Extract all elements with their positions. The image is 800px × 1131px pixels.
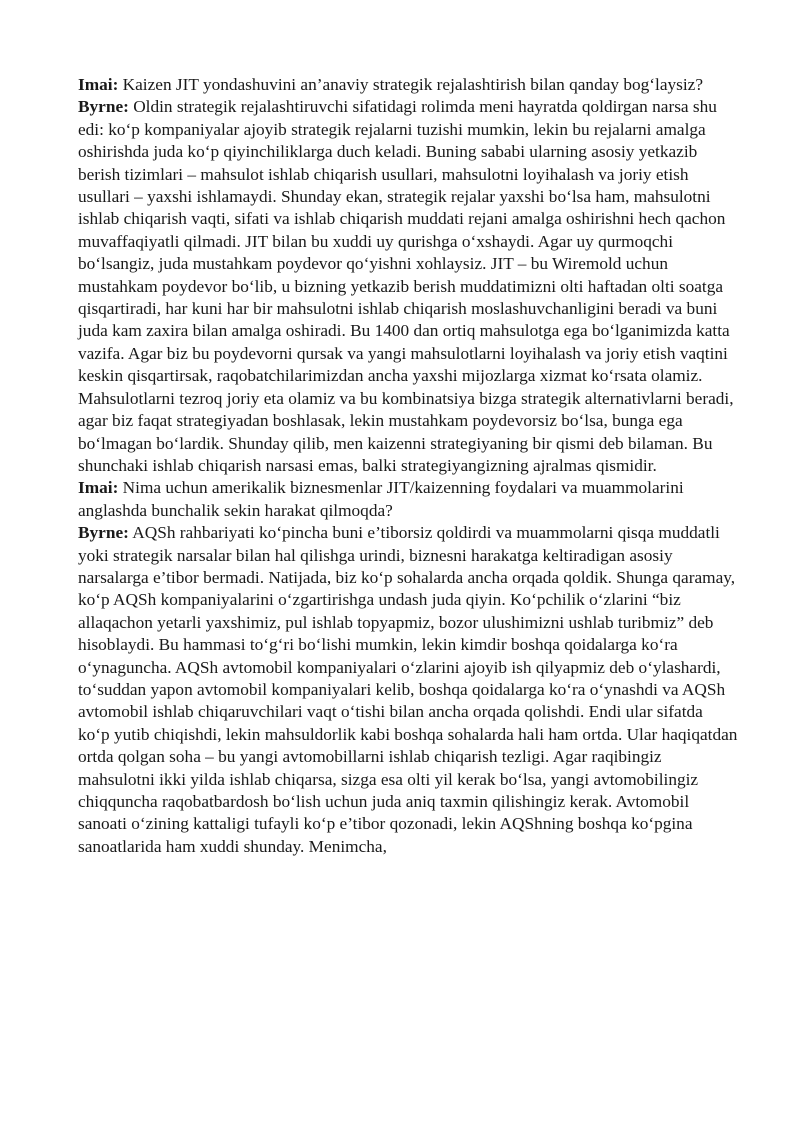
paragraph-byrne-answer-1 (78, 96, 738, 477)
speaker-label: Byrne: (78, 97, 129, 117)
speaker-label: Imai: (78, 478, 119, 498)
paragraph-text: Kaizen JIT yondashuvini an’anaviy strategik rejalashtirish bilan qanday bog‘laysiz? (122, 75, 704, 94)
speaker-label: Byrne: (78, 523, 129, 543)
paragraph-imai-question-2 (78, 477, 738, 522)
speaker-label: Imai: (78, 75, 119, 94)
paragraph-text: Nima uchun amerikalik biznesmenlar JIT/kaizenning foydalari va muammolarini anglashda bunchalik sekin harakat qilmoqda? (78, 478, 684, 520)
paragraph-imai-question-1 (78, 74, 738, 96)
interview-text (78, 74, 738, 858)
paragraph-text: AQSh rahbariyati ko‘pincha buni e’tiborsiz qoldirdi va muammolarni qisqa muddatli yoki strategik narsalar bilan hal qilishga urindi, biznesni harakatga keltiradigan asosiy narsalarga e’tibor bermadi. Natijada, biz ko‘p sohalarda ancha orqada qoldik. Shunga qaramay, ko‘p AQSh kompaniyalarini o‘zgartirishga undash juda qiyin. Ko‘pchilik o‘zlarini “biz allaqachon yetarli yaxshimiz, pul ishlab topyapmiz, bozor ulushimizni ushlab turibmiz” deb hisoblaydi. Bu hammasi to‘g‘ri bo‘lishi mumkin, lekin kimdir boshqa qoidalarga ko‘ra o‘ynaguncha. AQSh avtomobil kompaniyalari o‘zlarini ajoyib ish qilyapmiz deb o‘ylashardi, to‘suddan yapon avtomobil kompaniyalari kelib, boshqa qoidalarga ko‘ra o‘ynashdi va AQSh avtomobil ishlab chiqaruvchilari vaqt o‘tishi bilan ancha orqada qolishdi. Endi ular sifatda ko‘p yutib chiqishdi, lekin mahsuldorlik kabi boshqa sohalarda hali ham ortda. Ular haqiqatdan ortda qolgan soha – bu yangi avtomobillarni ishlab chiqarish tezligi. Agar raqibingiz mahsulotni ikki yilda ishlab chiqarsa, sizga esa olti yil kerak bo‘lsa, yangi avtomobilingiz chiqquncha raqobatbardosh bo‘lish uchun juda aniq taxmin qilishingiz kerak. Avtomobil sanoati o‘zining kattaligi tufayli ko‘p e’tibor qozonadi, lekin AQShning boshqa ko‘pgina sanoatlarida ham xuddi shunday. Menimcha, (78, 523, 738, 856)
paragraph-text: Oldin strategik rejalashtiruvchi sifatidagi rolimda meni hayratda qoldirgan narsa shu edi: ko‘p kompaniyalar ajoyib strategik rejalarni tuzishi mumkin, lekin bu rejalarni amalga oshirishda juda ko‘p qiyinchiliklarga duch keladi. Buning sababi ularning asosiy yetkazib berish tizimlari – mahsulot ishlab chiqarish usullari, mahsulotni loyihalash va joriy etish usullari – yaxshi ishlamaydi. Shunday ekan, strategik rejalar yaxshi bo‘lsa ham, mahsulotni ishlab chiqarish vaqti, sifati va ishlab chiqarish muddati rejani amalga oshirishni hech qachon muvaffaqiyatli qilmadi. JIT bilan bu xuddi uy qurishga o‘xshaydi. Agar uy qurmoqchi bo‘lsangiz, juda mustahkam poydevor qo‘yishni xohlaysiz. JIT – bu Wiremold uchun mustahkam poydevor bo‘lib, u bizning yetkazib berish muddatimizni olti haftadan olti soatga qisqartiradi, har kuni har bir mahsulotni ishlab chiqarish moslashuvchanligini beradi va buni juda kam zaxira bilan amalga oshiradi. Bu 1400 dan ortiq mahsulotga ega bo‘lganimizda katta vazifa. Agar biz bu poydevorni qursak va yangi mahsulotlarni loyihalash va joriy etish vaqtini keskin qisqartirsak, raqobatchilarimizdan ancha yaxshi mijozlarga xizmat ko‘rsata olamiz. Mahsulotlarni tezroq joriy eta olamiz va bu kombinatsiya bizga strategik alternativlarni beradi, agar biz faqat strategiyadan boshlasak, lekin mustahkam poydevorsiz bo‘lsa, bunga ega bo‘lmagan bo‘lardik. Shunday qilib, men kaizenni strategiyaning bir qismi deb bilaman. Bu shunchaki ishlab chiqarish narsasi emas, balki strategiyangizning ajralmas qismidir. (78, 97, 734, 475)
paragraph-byrne-answer-2 (78, 522, 738, 858)
